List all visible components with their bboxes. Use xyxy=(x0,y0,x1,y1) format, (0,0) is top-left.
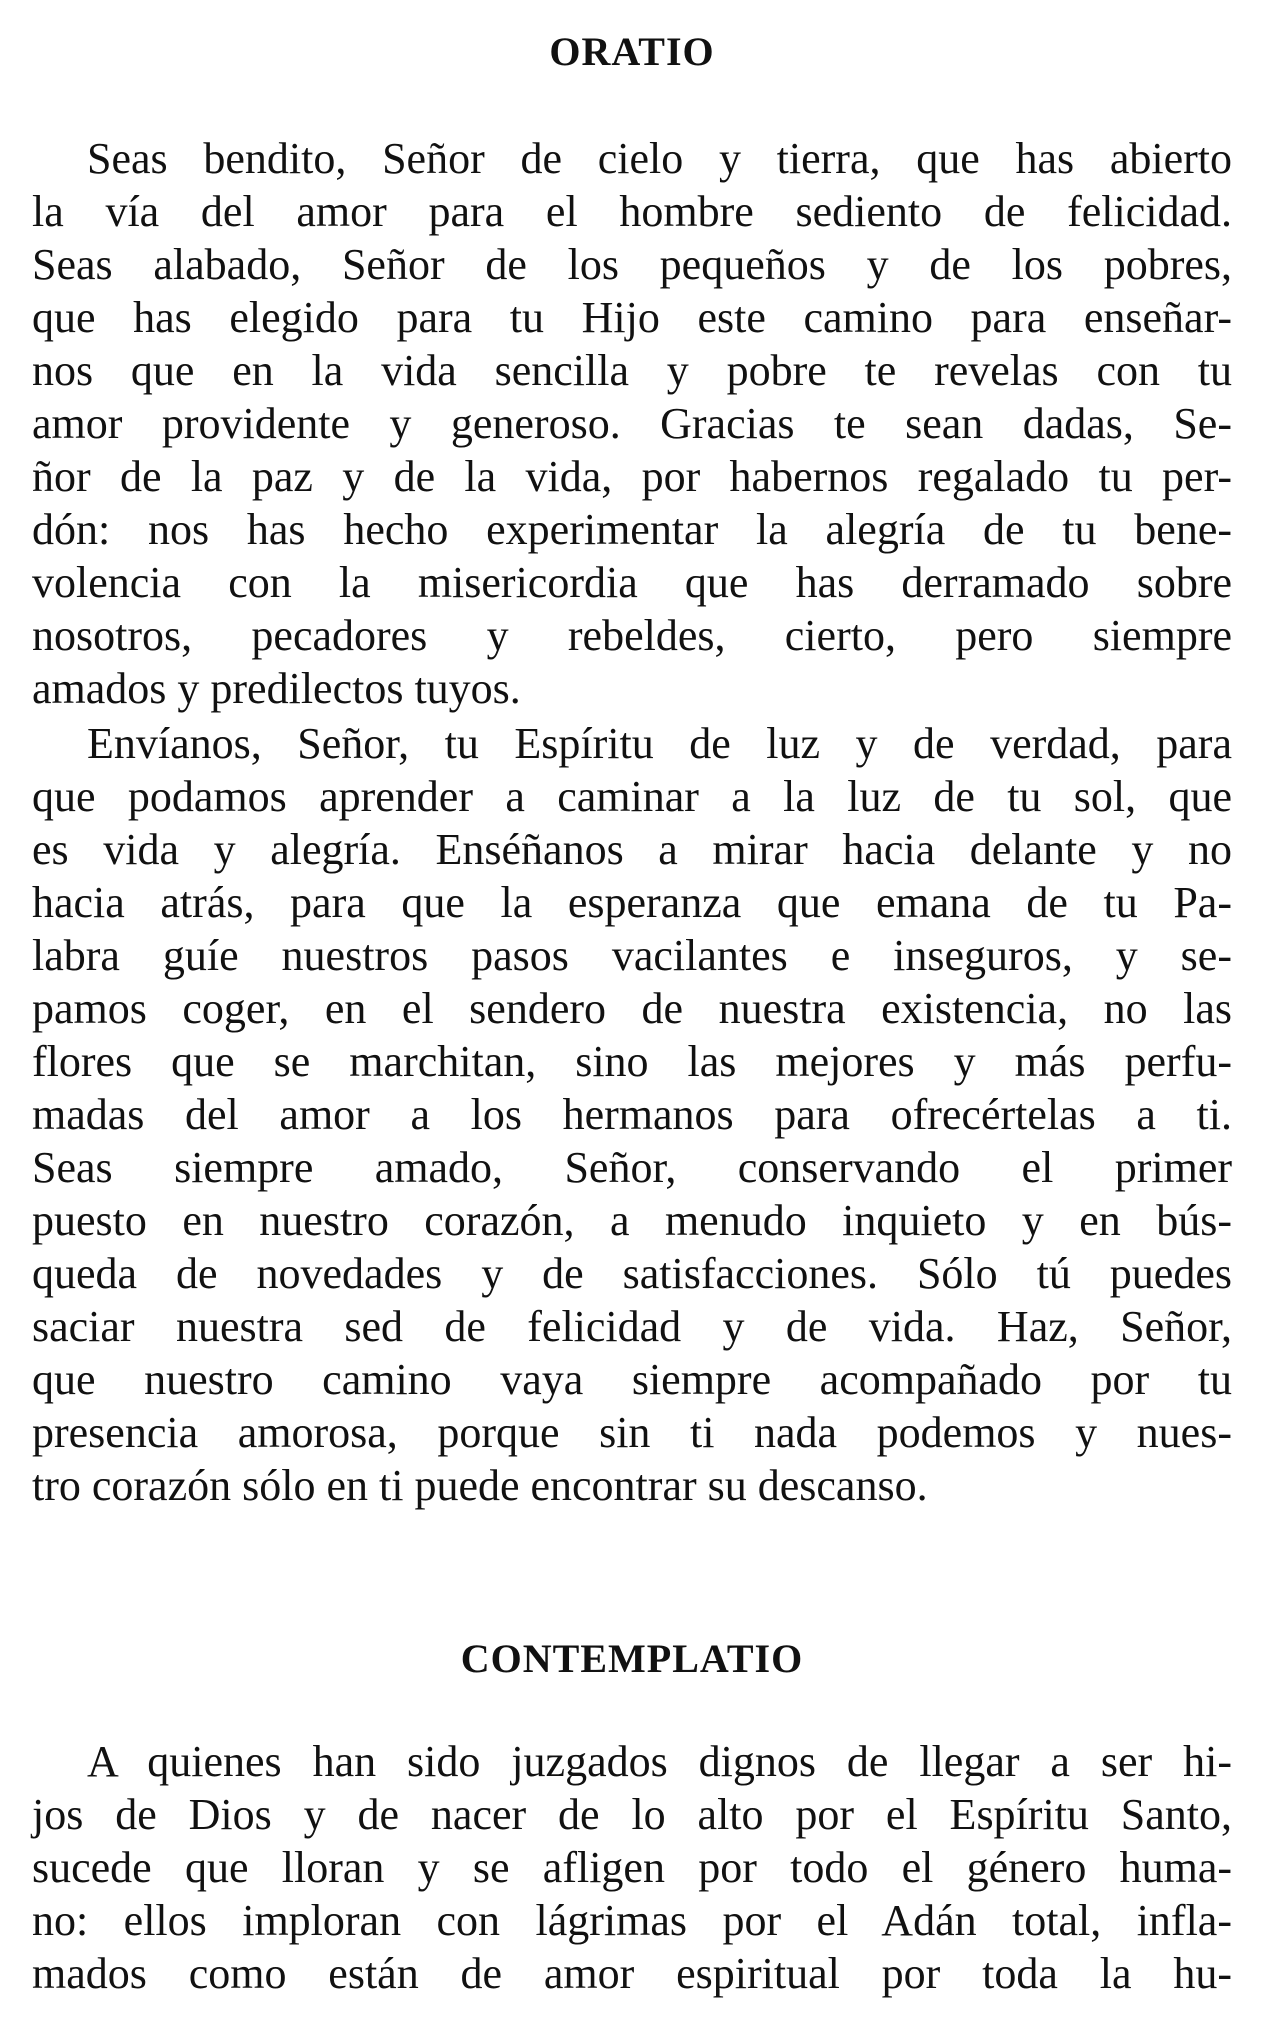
text-line: Seas bendito, Señor de cielo y tierra, que has abierto xyxy=(87,134,1232,183)
text-line: ñor de la paz y de la vida, por habernos regalado tu per- xyxy=(32,452,1232,501)
text-line: que has elegido para tu Hijo este camino para enseñar- xyxy=(32,293,1232,342)
text-line: flores que se marchitan, sino las mejores y más perfu- xyxy=(32,1037,1232,1086)
text-line: Seas alabado, Señor de los pequeños y de los pobres, xyxy=(32,240,1232,289)
text-line: nos que en la vida sencilla y pobre te revelas con tu xyxy=(32,346,1232,395)
text-line: sucede que lloran y se afligen por todo el género huma- xyxy=(32,1843,1232,1892)
text-line: la vía del amor para el hombre sediento de felicidad. xyxy=(32,187,1232,236)
section-title-oratio: ORATIO xyxy=(549,29,715,74)
text-line: nosotros, pecadores y rebeldes, cierto, pero siempre xyxy=(32,611,1232,660)
text-line: presencia amorosa, porque sin ti nada podemos y nues- xyxy=(32,1408,1232,1457)
text-line: volencia con la misericordia que has derramado sobre xyxy=(32,558,1232,607)
text-line: es vida y alegría. Enséñanos a mirar hacia delante y no xyxy=(32,825,1232,874)
text-line: A quienes han sido juzgados dignos de llegar a ser hi- xyxy=(87,1737,1232,1786)
text-line: hacia atrás, para que la esperanza que emana de tu Pa- xyxy=(32,878,1232,927)
text-line: saciar nuestra sed de felicidad y de vida. Haz, Señor, xyxy=(32,1302,1232,1351)
text-line: madas del amor a los hermanos para ofrecértelas a ti. xyxy=(32,1090,1232,1139)
text-line: no: ellos imploran con lágrimas por el Adán total, infla- xyxy=(32,1896,1232,1945)
text-line: amor providente y generoso. Gracias te sean dadas, Se- xyxy=(32,399,1232,448)
text-line: puesto en nuestro corazón, a menudo inquieto y en bús- xyxy=(32,1196,1232,1245)
text-line: tro corazón sólo en ti puede encontrar su descanso. xyxy=(32,1461,928,1510)
text-line: Seas siempre amado, Señor, conservando el primer xyxy=(32,1143,1232,1192)
oratio-paragraph-1 xyxy=(32,132,1232,715)
text-line: que nuestro camino vaya siempre acompañado por tu xyxy=(32,1355,1232,1404)
text-line: labra guíe nuestros pasos vacilantes e inseguros, y se- xyxy=(32,931,1232,980)
section-title-contemplatio: CONTEMPLATIO xyxy=(460,1636,804,1681)
text-line: amados y predilectos tuyos. xyxy=(32,664,521,713)
text-line: pamos coger, en el sendero de nuestra existencia, no las xyxy=(32,984,1232,1033)
text-line: mados como están de amor espiritual por toda la hu- xyxy=(32,1949,1232,1998)
text-line: queda de novedades y de satisfacciones. Sólo tú puedes xyxy=(32,1249,1232,1298)
text-line: jos de Dios y de nacer de lo alto por el Espíritu Santo, xyxy=(32,1790,1232,1839)
text-line: que podamos aprender a caminar a la luz de tu sol, que xyxy=(32,772,1232,821)
contemplatio-paragraph-1 xyxy=(32,1735,1232,2000)
text-line: Envíanos, Señor, tu Espíritu de luz y de verdad, para xyxy=(87,719,1232,768)
oratio-paragraph-2 xyxy=(32,717,1232,1512)
text-line: dón: nos has hecho experimentar la alegría de tu bene- xyxy=(32,505,1232,554)
